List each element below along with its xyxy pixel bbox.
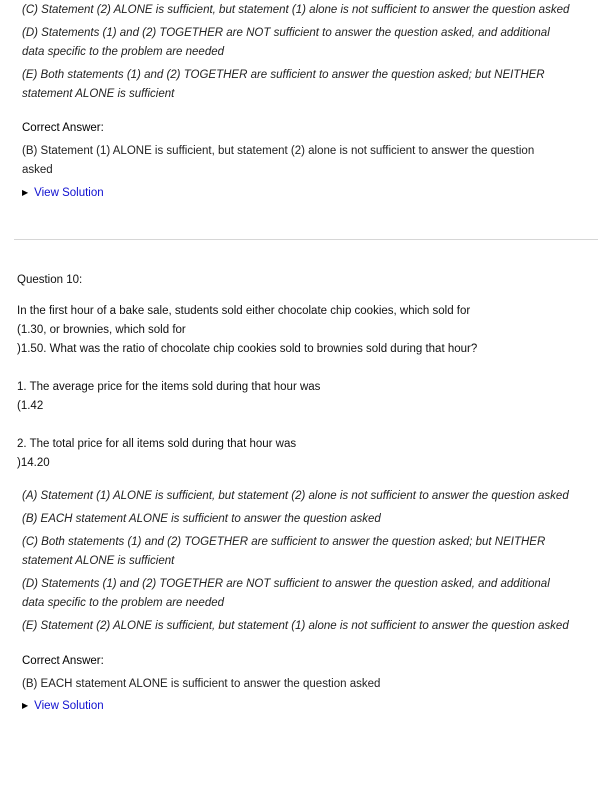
option-e: (E) Statement (2) ALONE is sufficient, but statement (1) alone is not sufficient to answer the question asked: [22, 620, 569, 632]
triangle-right-icon: ▶: [22, 701, 29, 710]
option-d: (D) Statements (1) and (2) TOGETHER are NOT sufficient to answer the question asked, and additional: [22, 27, 550, 39]
option-b: (B) EACH statement ALONE is sufficient to answer the question asked: [22, 513, 381, 525]
statement-2-value: )14.20: [17, 457, 50, 469]
option-e: (E) Both statements (1) and (2) TOGETHER are sufficient to answer the question asked; but NEITHER: [22, 69, 545, 81]
option-a: (A) Statement (1) ALONE is sufficient, but statement (2) alone is not sufficient to answer the question asked: [22, 490, 569, 502]
view-solution-toggle[interactable]: [22, 699, 104, 714]
option-c: (C) Both statements (1) and (2) TOGETHER are sufficient to answer the question asked; but NEITHER: [22, 536, 546, 548]
view-solution-toggle[interactable]: [22, 186, 104, 201]
divider: [14, 239, 598, 240]
question-stem: (1.30, or brownies, which sold for: [17, 324, 186, 336]
correct-answer: (B) EACH statement ALONE is sufficient to answer the question asked: [22, 678, 381, 690]
option-d-cont: data specific to the problem are needed: [22, 597, 225, 609]
option-d-cont: data specific to the problem are needed: [22, 46, 225, 58]
option-c: (C) Statement (2) ALONE is sufficient, but statement (1) alone is not sufficient to answer the question asked: [22, 4, 570, 16]
correct-answer-label: Correct Answer:: [22, 122, 104, 134]
question-stem: )1.50. What was the ratio of chocolate chip cookies sold to brownies sold during that hour?: [17, 343, 478, 355]
triangle-right-icon: ▶: [22, 188, 29, 197]
option-d: (D) Statements (1) and (2) TOGETHER are NOT sufficient to answer the question asked, and additional: [22, 578, 550, 590]
statement-1: 1. The average price for the items sold during that hour was: [17, 381, 321, 393]
option-e-cont: statement ALONE is sufficient: [22, 88, 175, 100]
question-title: Question 10:: [17, 274, 83, 286]
correct-answer-cont: asked: [22, 164, 53, 176]
option-c-cont: statement ALONE is sufficient: [22, 555, 175, 567]
correct-answer: (B) Statement (1) ALONE is sufficient, but statement (2) alone is not sufficient to answer the question: [22, 145, 535, 157]
view-solution-label: View Solution: [34, 700, 104, 712]
correct-answer-label: Correct Answer:: [22, 655, 104, 667]
question-stem: In the first hour of a bake sale, students sold either chocolate chip cookies, which sold for: [17, 305, 471, 317]
view-solution-label: View Solution: [34, 187, 104, 199]
statement-2: 2. The total price for all items sold during that hour was: [17, 438, 297, 450]
statement-1-value: (1.42: [17, 400, 44, 412]
